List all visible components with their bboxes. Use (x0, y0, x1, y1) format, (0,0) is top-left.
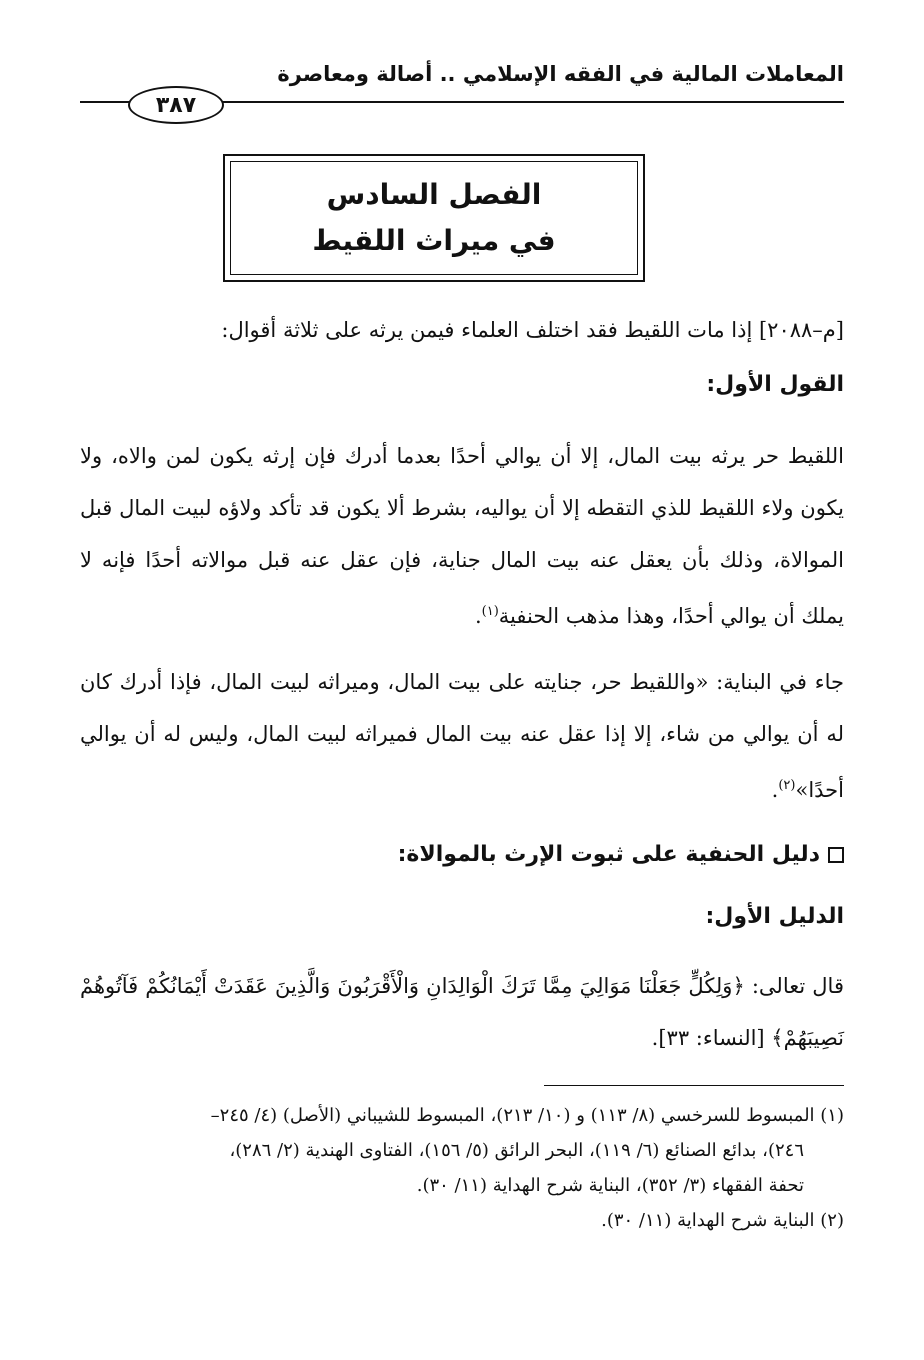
evidence-heading-text: دليل الحنفية على ثبوت الإرث بالموالاة: (397, 842, 820, 867)
square-bullet-icon (828, 847, 844, 863)
footnote-1-line-3: تحفة الفقهاء (٣/ ٣٥٢)، البناية شرح الهداية (١١/ ٣٠). (416, 1175, 804, 1196)
quote-text-block: جاء في البناية: «واللقيط حر، جنايته على بيت المال، وميراثه لبيت المال، فإذا أدرك كان له أن يوالي من شاء، إلا إذا عقل عنه بيت المال فميراثه لبيت المال، وليس له أن يوالي أحدًا»$^{(٢)}$. (80, 670, 844, 802)
first-evidence-heading (80, 904, 844, 929)
first-opinion-paragraph (80, 430, 844, 642)
first-opinion-heading-text: القول الأول: (706, 372, 844, 397)
intro-paragraph (80, 310, 844, 350)
footnote-ref-2: (٢) (778, 778, 796, 793)
footnote-separator (544, 1085, 844, 1086)
footnote-2: (٢) البناية شرح الهداية (١١/ ٣٠). (601, 1210, 844, 1231)
chapter-title-inner-frame (230, 161, 638, 275)
first-opinion-heading (80, 372, 844, 397)
footnote-ref-1: (١) (481, 604, 499, 619)
first-opinion-text: اللقيط حر يرثه بيت المال، إلا أن يوالي أحدًا بعدما أدرك فإن إرثه يكون لمن والاه، ولا يكون ولاء اللقيط للذي التقطه إلا أن يواليه، بشرط ألا يكون قد تأكد ولاؤه لبيت المال قبل الموالاة، وذلك بأن يعقل عنه بيت المال جناية، فإن عقل عنه قبل موالاته أحدًا فإنه لا يملك أن يوالي أحدًا، وهذا مذهب الحنفية (80, 444, 844, 628)
chapter-subtitle: في ميراث اللقيط (312, 224, 556, 257)
footnote-1-line-1: (١) المبسوط للسرخسي (٨/ ١١٣) و (١٠/ ٢١٣)، المبسوط للشيباني (الأصل) (٤/ ٢٤٥– (210, 1105, 844, 1126)
footnote-1-line-2: ٢٤٦)، بدائع الصنائع (٦/ ١١٩)، البحر الرائق (٥/ ١٥٦)، الفتاوى الهندية (٢/ ٢٨٦)، (229, 1140, 804, 1161)
quote-paragraph (80, 656, 844, 816)
footnotes (80, 1098, 844, 1238)
verse-paragraph (80, 960, 844, 1064)
evidence-heading (80, 842, 844, 867)
first-opinion-text-block: اللقيط حر يرثه بيت المال، إلا أن يوالي أحدًا بعدما أدرك فإن إرثه يكون لمن والاه، ولا يكون ولاء اللقيط للذي التقطه إلا أن يواليه، بشرط ألا يكون قد تأكد ولاؤه لبيت المال قبل الموالاة، وذلك بأن يعقل عنه بيت المال جناية، فإن عقل عنه قبل موالاته أحدًا فإنه لا يملك أن يوالي أحدًا، وهذا مذهب الحنفية$^{(١)}$. (80, 444, 844, 628)
first-evidence-heading-text: الدليل الأول: (705, 904, 844, 929)
quote-text: جاء في البناية: «واللقيط حر، جنايته على بيت المال، وميراثه لبيت المال، فإذا أدرك كان له أن يوالي من شاء، إلا إذا عقل عنه بيت المال فميراثه لبيت المال، وليس له أن يوالي أحدًا» (80, 670, 844, 802)
page-number-badge (128, 86, 224, 124)
chapter-title-frame (223, 154, 645, 282)
page-number: ٣٨٧ (155, 92, 197, 118)
verse-text: قال تعالى: ﴿وَلِكُلٍّ جَعَلْنَا مَوَالِيَ مِمَّا تَرَكَ الْوَالِدَانِ وَالْأَقْرَبُونَ وَالَّذِينَ عَقَدَتْ أَيْمَانُكُمْ فَآتُوهُمْ نَصِيبَهُمْ﴾ [النساء: ٣٣]. (80, 974, 844, 1050)
intro-text: [م–٢٠٨٨] إذا مات اللقيط فقد اختلف العلماء فيمن يرثه على ثلاثة أقوال: (221, 318, 844, 342)
chapter-title: الفصل السادس (326, 177, 542, 211)
running-title: المعاملات المالية في الفقه الإسلامي .. أصالة ومعاصرة (277, 62, 844, 86)
